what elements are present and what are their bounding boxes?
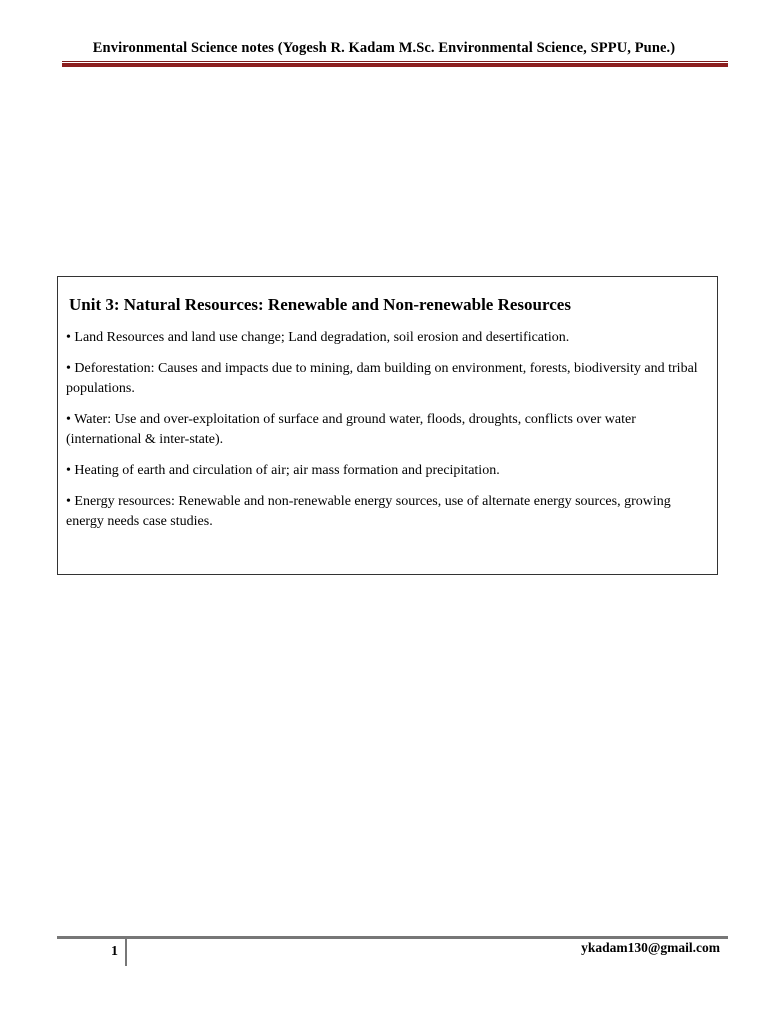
header-divider-thin bbox=[62, 61, 728, 62]
unit-item-deforestation: • Deforestation: Causes and impacts due to mining, dam building on environment, forests, biodiversity and tribal populations. bbox=[66, 361, 698, 396]
page-number: 1 bbox=[111, 944, 118, 959]
unit-title: Unit 3: Natural Resources: Renewable and Non-renewable Resources bbox=[69, 295, 571, 314]
unit-item-heating: • Heating of earth and circulation of air; air mass formation and precipitation. bbox=[66, 463, 500, 478]
unit-item-energy: • Energy resources: Renewable and non-renewable energy sources, use of alternate energy sources, growing energy needs case studies. bbox=[66, 494, 671, 529]
unit-syllabus-box bbox=[57, 276, 718, 575]
page-header-title: Environmental Science notes (Yogesh R. Kadam M.Sc. Environmental Science, SPPU, Pune.) bbox=[92, 40, 676, 56]
unit-item-water: • Water: Use and over-exploitation of surface and ground water, floods, droughts, conflicts over water (international & inter-state). bbox=[66, 412, 636, 447]
footer-email: ykadam130@gmail.com bbox=[581, 940, 720, 955]
footer-divider bbox=[57, 936, 728, 939]
footer-vertical-divider bbox=[125, 939, 127, 966]
header-divider-thick bbox=[62, 63, 728, 67]
unit-item-land: • Land Resources and land use change; Land degradation, soil erosion and desertification. bbox=[66, 330, 570, 345]
